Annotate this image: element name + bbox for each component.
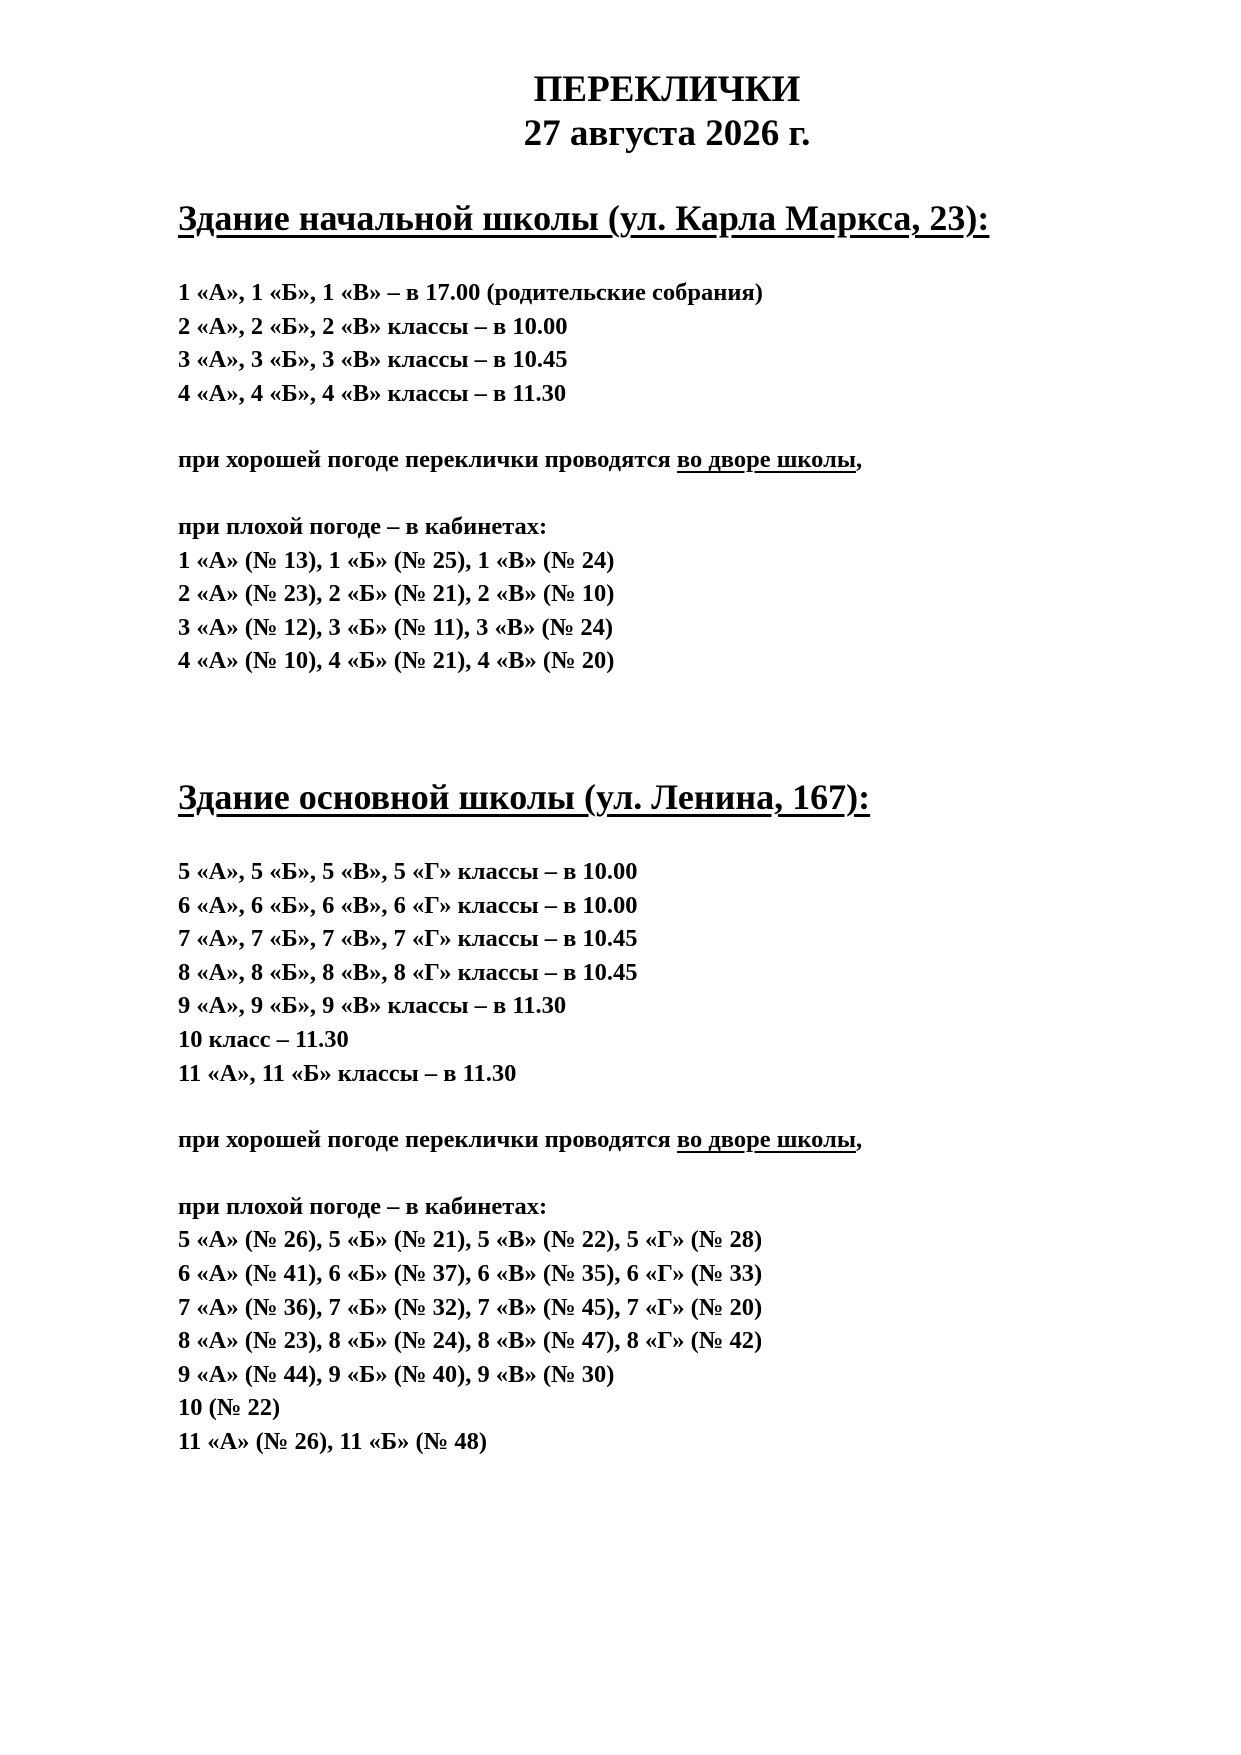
page-header: [0, 68, 1241, 156]
schedule-line: 3 «А», 3 «Б», 3 «В» классы – в 10.45: [178, 346, 568, 374]
primary-building-heading: Здание начальной школы (ул. Карла Маркса, 23):: [178, 198, 990, 238]
good-weather-suffix: ,: [855, 446, 863, 474]
good-weather-prefix: при хорошей погоде переклички проводятся: [178, 446, 677, 474]
room-line: 7 «А» (№ 36), 7 «Б» (№ 32), 7 «В» (№ 45), 7 «Г» (№ 20): [178, 1293, 763, 1321]
room-line: 2 «А» (№ 23), 2 «Б» (№ 21), 2 «В» (№ 10): [178, 580, 615, 608]
good-weather-place: во дворе школы: [676, 1126, 856, 1154]
main-schedule-list: [178, 855, 1198, 1090]
room-line: 5 «А» (№ 26), 5 «Б» (№ 21), 5 «В» (№ 22), 5 «Г» (№ 28): [178, 1226, 763, 1254]
primary-rooms-list: [178, 544, 1198, 678]
bad-weather-label: при плохой погоде – в кабинетах:: [178, 512, 548, 540]
good-weather-note: [178, 443, 1198, 477]
schedule-line: 11 «А», 11 «Б» классы – в 11.30: [178, 1059, 517, 1087]
bad-weather-label: при плохой погоде – в кабинетах:: [178, 1192, 548, 1220]
room-line: 9 «А» (№ 44), 9 «Б» (№ 40), 9 «В» (№ 30): [178, 1360, 615, 1388]
primary-building-section: [178, 196, 1198, 678]
room-line: 1 «А» (№ 13), 1 «Б» (№ 25), 1 «В» (№ 24): [178, 546, 615, 574]
good-weather-prefix: при хорошей погоде переклички проводятся: [178, 1126, 677, 1154]
main-rooms-list: [178, 1223, 1198, 1458]
good-weather-suffix: ,: [855, 1126, 863, 1154]
schedule-line: 7 «А», 7 «Б», 7 «В», 7 «Г» классы – в 10.45: [178, 925, 638, 953]
schedule-line: 2 «А», 2 «Б», 2 «В» классы – в 10.00: [178, 312, 568, 340]
schedule-line: 10 класс – 11.30: [178, 1025, 349, 1053]
room-line: 8 «А» (№ 23), 8 «Б» (№ 24), 8 «В» (№ 47), 8 «Г» (№ 42): [178, 1327, 763, 1355]
schedule-line: 9 «А», 9 «Б», 9 «В» классы – в 11.30: [178, 992, 567, 1020]
room-line: 10 (№ 22): [178, 1394, 281, 1422]
primary-schedule-list: [178, 276, 1198, 410]
good-weather-place: во дворе школы: [676, 446, 856, 474]
room-line: 11 «А» (№ 26), 11 «Б» (№ 48): [178, 1427, 488, 1455]
schedule-line: 6 «А», 6 «Б», 6 «В», 6 «Г» классы – в 10.00: [178, 891, 638, 919]
room-line: 3 «А» (№ 12), 3 «Б» (№ 11), 3 «В» (№ 24): [178, 613, 614, 641]
schedule-line: 1 «А», 1 «Б», 1 «В» – в 17.00 (родительские собрания): [178, 279, 763, 306]
schedule-line: 5 «А», 5 «Б», 5 «В», 5 «Г» классы – в 10.00: [178, 858, 638, 885]
main-building-heading: Здание основной школы (ул. Ленина, 167):: [178, 777, 871, 817]
room-line: 6 «А» (№ 41), 6 «Б» (№ 37), 6 «В» (№ 35), 6 «Г» (№ 33): [178, 1259, 763, 1287]
page-date: 27 августа 2026 г.: [523, 113, 811, 154]
page-title: ПЕРЕКЛИЧКИ: [533, 69, 801, 110]
room-line: 4 «А» (№ 10), 4 «Б» (№ 21), 4 «В» (№ 20): [178, 647, 615, 675]
schedule-line: 4 «А», 4 «Б», 4 «В» классы – в 11.30: [178, 379, 567, 407]
main-building-section: [178, 775, 1198, 1459]
schedule-line: 8 «А», 8 «Б», 8 «В», 8 «Г» классы – в 10.45: [178, 958, 638, 986]
good-weather-note: [178, 1123, 1198, 1157]
